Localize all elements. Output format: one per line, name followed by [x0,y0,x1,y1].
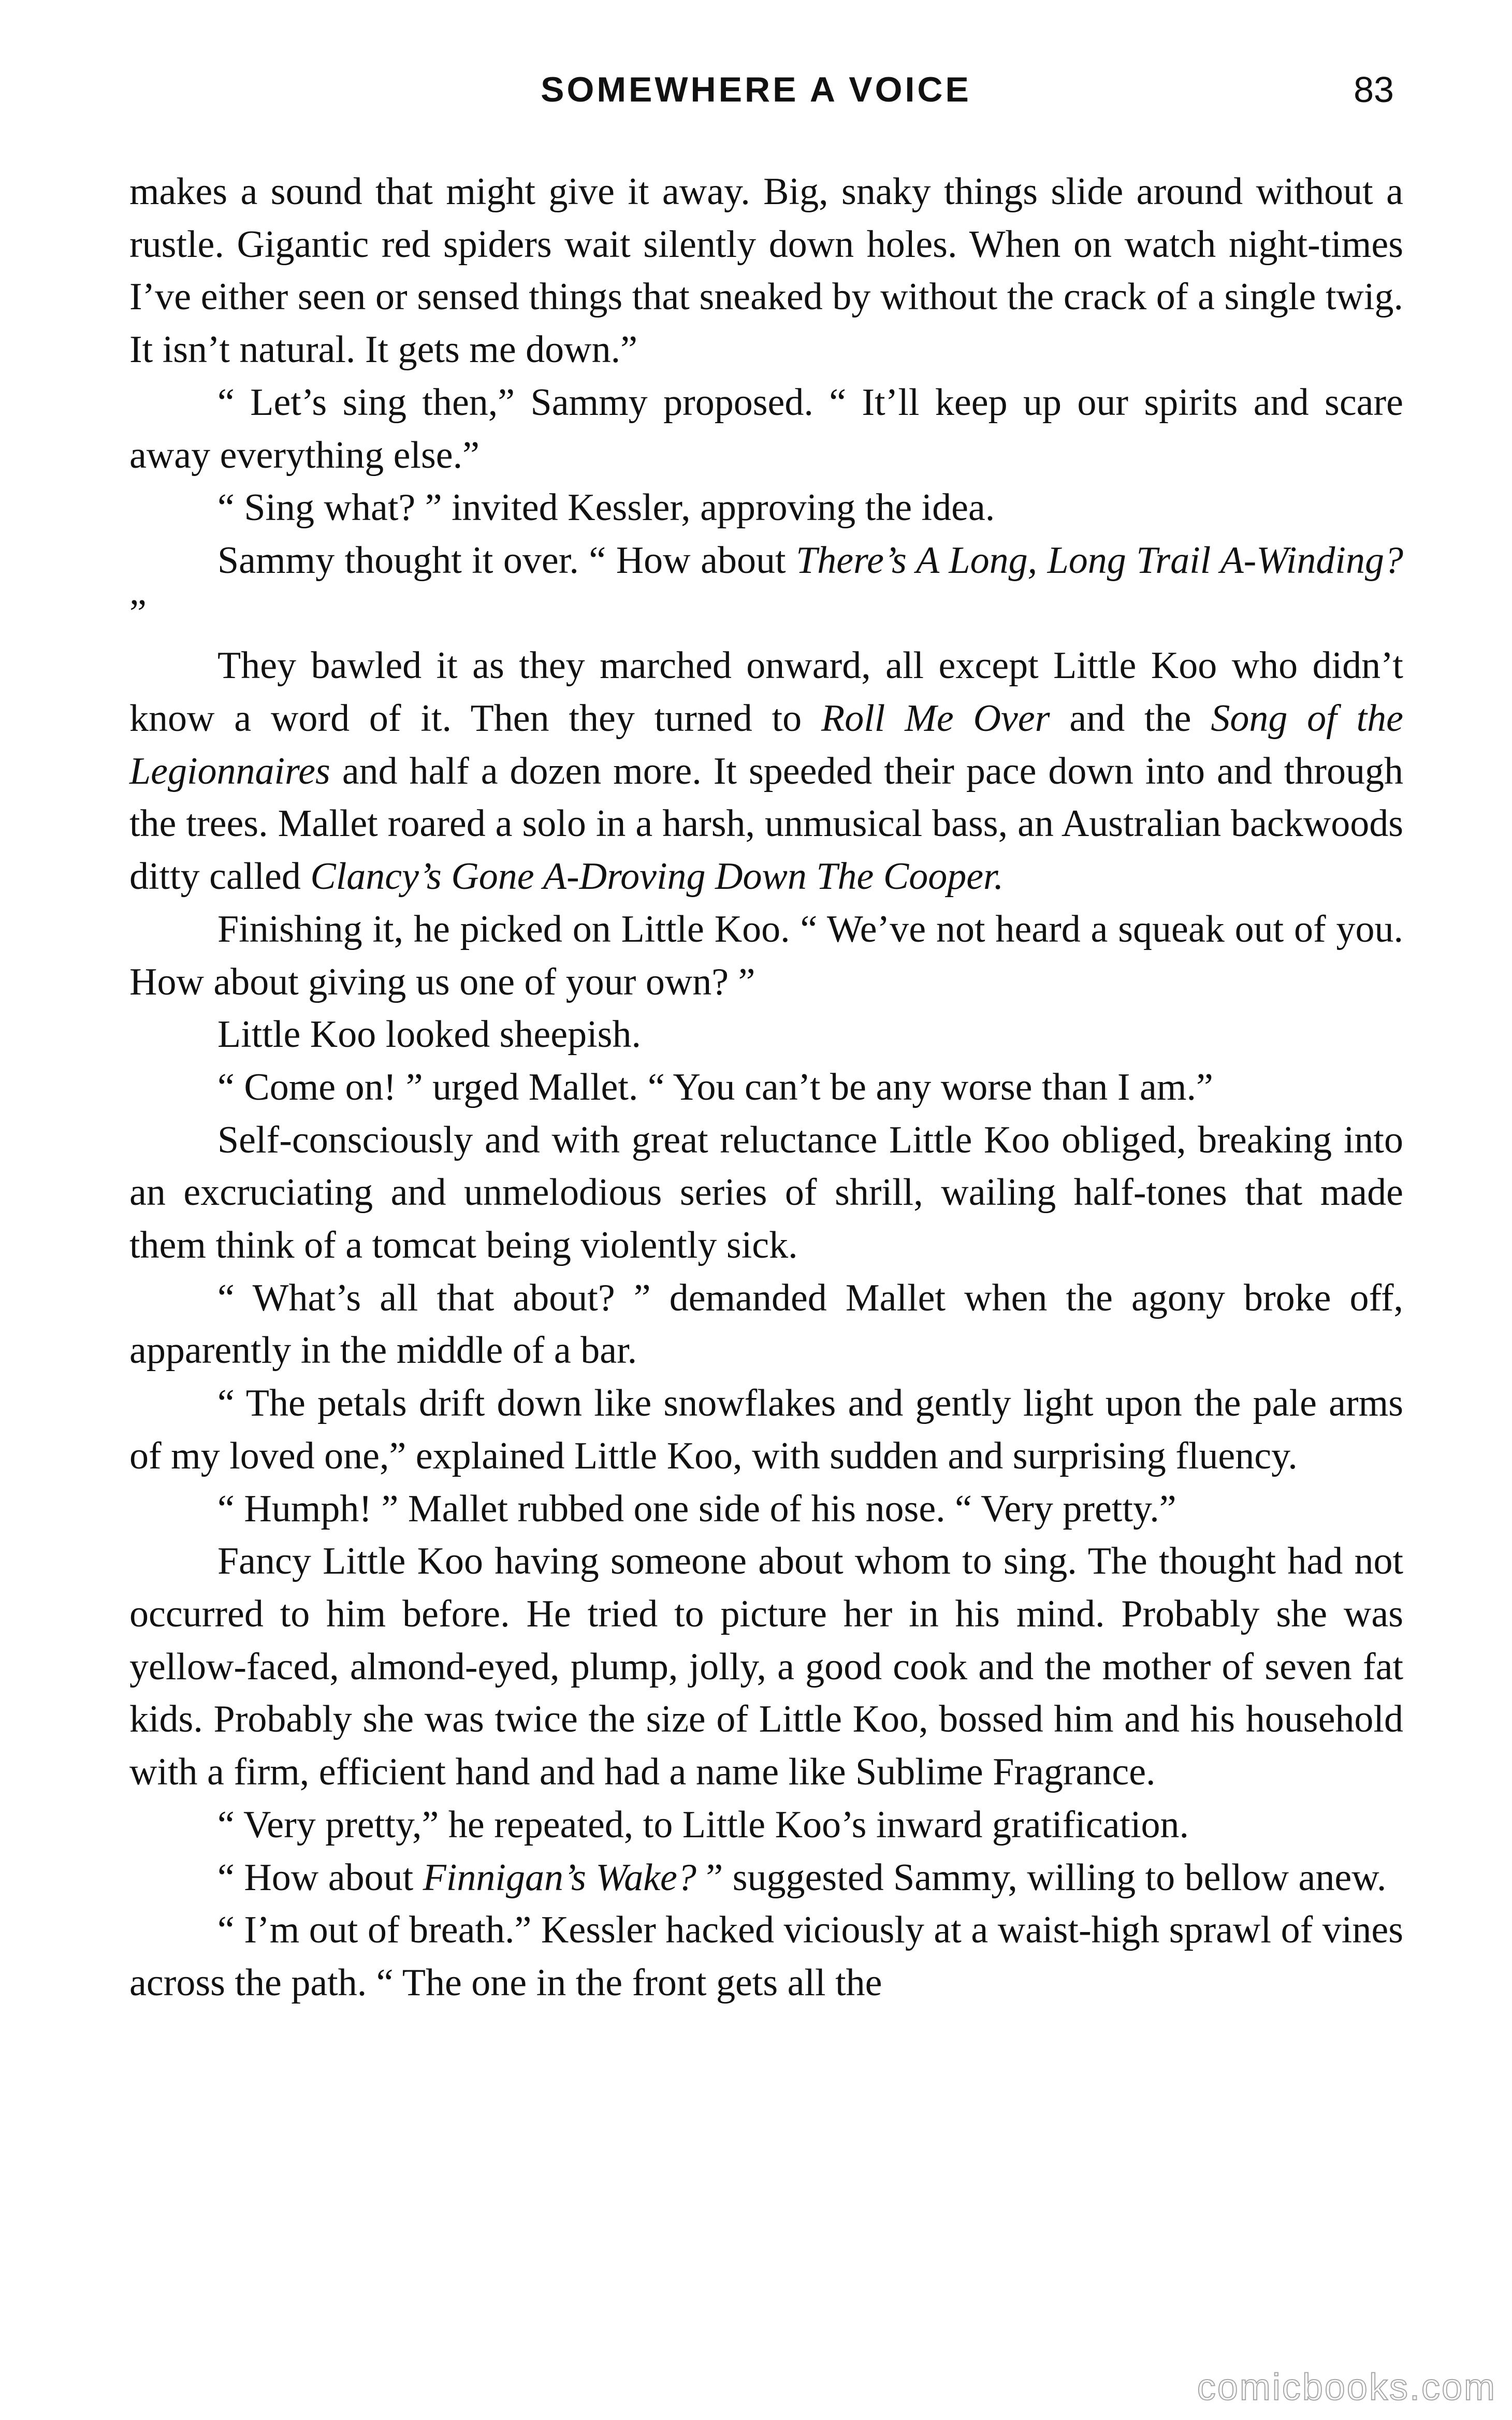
text-run: “ Sing what? ” invited Kessler, approving the idea. [217,486,995,529]
text-run: makes a sound that might give it away. Big, snaky things slide around without a rustle. Gigantic red spiders wait silently down holes. When on watch night-times I’ve either seen or sensed things that sneaked by without the crack of a single twig. It isn’t natural. It gets me down.” [129,170,1403,371]
song-title: Finnigan’s Wake? [423,1856,696,1899]
text-run: Fancy Little Koo having someone about whom to sing. The thought had not occurred to him before. He tried to picture her in his mind. Probably she was yellow-faced, almond-eyed, plump, jolly, a good cook and the mother of seven fat kids. Probably she was twice the size of Little Koo, bossed him and his household with a firm, efficient hand and had a name like Sublime Fragrance. [129,1540,1403,1794]
text-run: “ The petals drift down like snowflakes and gently light upon the pale arms of my loved one,” explained Little Koo, with sudden and surprising fluency. [129,1382,1403,1477]
song-title: There’s A Long, Long Trail A-Winding? [796,539,1403,582]
text-run: ” suggested Sammy, willing to bellow anew. [696,1856,1387,1899]
song-title: Clancy’s Gone A-Droving Down The Cooper. [310,855,1004,898]
text-run: Sammy thought it over. “ How about [217,539,796,582]
text-run: Little Koo looked sheepish. [217,1013,641,1056]
paragraph [129,1799,1403,1852]
text-run: Finishing it, he picked on Little Koo. “ We’ve not heard a squeak out of you. How about giving us one of your own? ” [129,908,1403,1003]
paragraph [129,1377,1403,1482]
text-run: and half a dozen more. It speeded their pace down into and through the trees. Mallet roared a solo in a harsh, unmusical bass, an Australian backwoods ditty called [129,750,1403,898]
text-run: Self-consciously and with great reluctance Little Koo obliged, breaking into an excruciating and unmelodious series of shrill, wailing half-tones that made them think of a tomcat being violently sick. [129,1118,1403,1267]
paragraph [129,166,1403,377]
text-run: “ Humph! ” Mallet rubbed one side of his nose. “ Very pretty.” [217,1487,1176,1530]
paragraph [129,1483,1403,1536]
song-title: Song of the Legionnaires [129,697,1403,793]
text-run: “ Very pretty,” he repeated, to Little Koo’s inward gratification. [217,1803,1189,1846]
song-title: Roll Me Over [821,697,1050,740]
text-run: “ How about [217,1856,423,1899]
paragraph [129,535,1403,640]
running-head [0,61,1512,118]
text-run: “ I’m out of breath.” Kessler hacked viciously at a waist-high sprawl of vines across the path. “ The one in the front gets all the [129,1909,1403,2004]
watermark: comicbooks.com [1197,2367,1496,2408]
text-run: “ Let’s sing then,” Sammy proposed. “ It’ll keep up our spirits and scare away everything else.” [129,381,1403,477]
paragraph [129,903,1403,1009]
page-number: 83 [1354,69,1394,110]
paragraph [129,482,1403,535]
text-run: They bawled it as they marched onward, all except Little Koo who didn’t know a word of it. Then they turned to [129,644,1403,740]
text-run: ” [129,592,147,635]
paragraph [129,377,1403,482]
paragraph [129,1061,1403,1114]
chapter-title: SOMEWHERE A VOICE [541,70,971,109]
paragraph [129,1114,1403,1272]
paragraph [129,1009,1403,1061]
text-run: “ Come on! ” urged Mallet. “ You can’t be any worse than I am.” [217,1065,1213,1108]
body-text [129,166,1403,2010]
text-run: “ What’s all that about? ” demanded Mallet when the agony broke off, apparently in the middle of a bar. [129,1276,1403,1372]
text-run: and the [1050,697,1211,740]
paragraph [129,640,1403,903]
paragraph [129,1852,1403,1905]
paragraph [129,1904,1403,2009]
paragraph [129,1272,1403,1377]
paragraph [129,1535,1403,1799]
